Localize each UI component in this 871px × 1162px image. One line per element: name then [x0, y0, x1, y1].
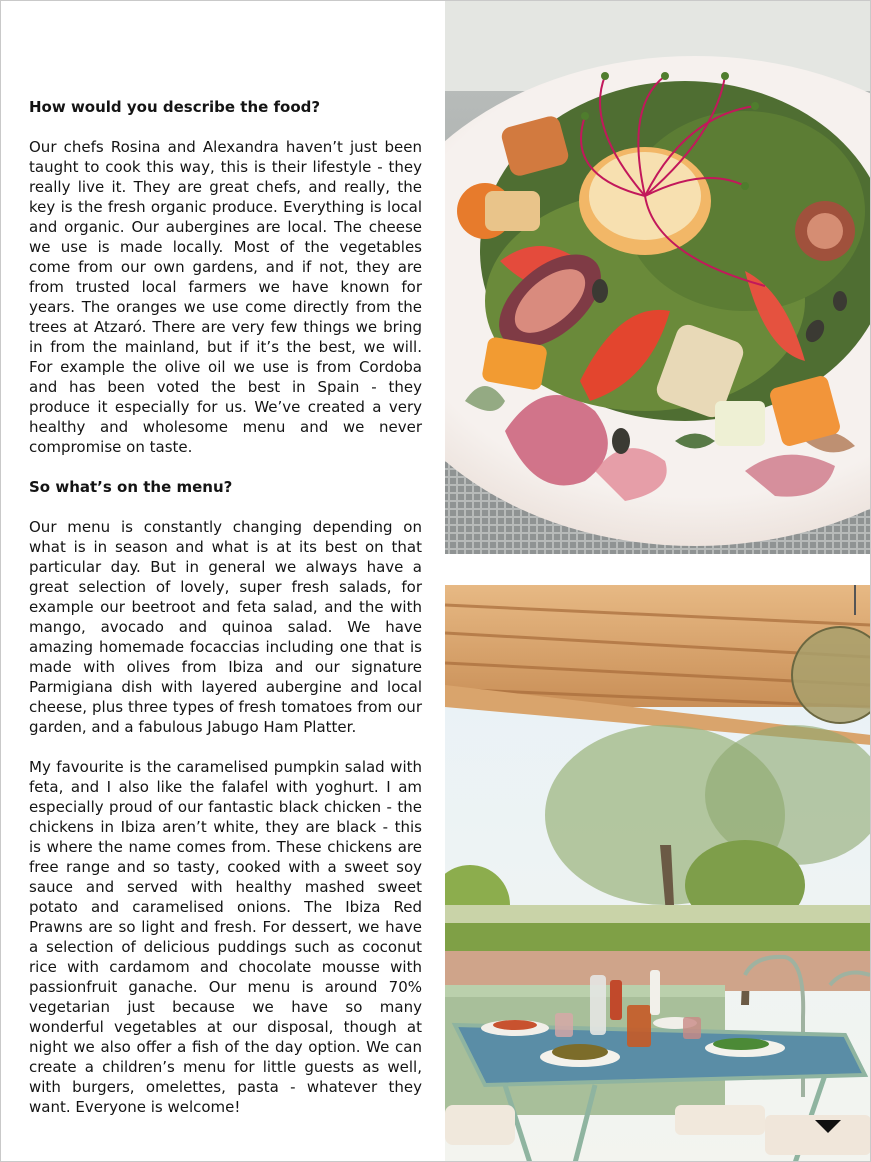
paragraph-favourites: My favourite is the caramelised pumpkin salad with feta, and I also like the falafel with yoghurt. I am especially proud of our fantastic black chicken - the chickens in Ibiza aren’t white, they are black - this is where the name comes from. These chickens are free range and so tasty, cooked with a sweet soy sauce and served with healthy mashed sweet potato and caramelised onions. The Ibiza Red Prawns are so light and fresh. For dessert, we have a selection of delicious puddings such as coconut rice with cardamom and chocolate mousse with passionfruit ganache. Our menu is around 70% vegetarian just because we have so many wonderful vegetables at our disposal, though at night we also offer a fish of the day option. We can create a children’s menu for little guests as well, with burgers, omelettes, pasta - whatever they want. Everyone is welcome! [29, 758, 422, 1116]
heading-food-description: How would you describe the food? [29, 98, 321, 116]
paragraph-food-description: Our chefs Rosina and Alexandra haven’t just been taught to cook this way, this is their lifestyle - they really live it. They are great chefs, and really, the key is the fresh organic produce. Everything is local and organic. Our aubergines are local. The cheese we use is made locally. Most of the vegetables come from our own gardens, and if not, they are from trusted local farmers we have known for years. The oranges we use come directly from the trees at Atzaró. There are very few things we bring in from the mainland, but if it’s the best, we will. For example the olive oil we use is from Cordoba and has been voted the best in Spain - they produce it especially for us. We’ve created a very healthy and wholesome menu and we never compromise on taste. [29, 138, 422, 456]
heading-menu: So what’s on the menu? [29, 478, 233, 496]
photo-gutter [445, 554, 871, 585]
salad-plate-photo [445, 1, 871, 554]
garden-terrace-table-photo [445, 585, 871, 1162]
article-column [29, 97, 422, 1137]
next-page-triangle-down-icon[interactable] [815, 1120, 841, 1133]
paragraph-menu: Our menu is constantly changing depending on what is in season and what is at its best on that particular day. But in general we always have a great selection of lovely, super fresh salads, for example our beetroot and feta salad, and the with mango, avocado and quinoa salad. We have amazing homemade focaccias including one that is made with olives from Ibiza and our signature Parmigiana dish with layered aubergine and local cheese, plus three types of fresh tomatoes from our garden, and a fabulous Jabugo Ham Platter. [29, 518, 422, 736]
